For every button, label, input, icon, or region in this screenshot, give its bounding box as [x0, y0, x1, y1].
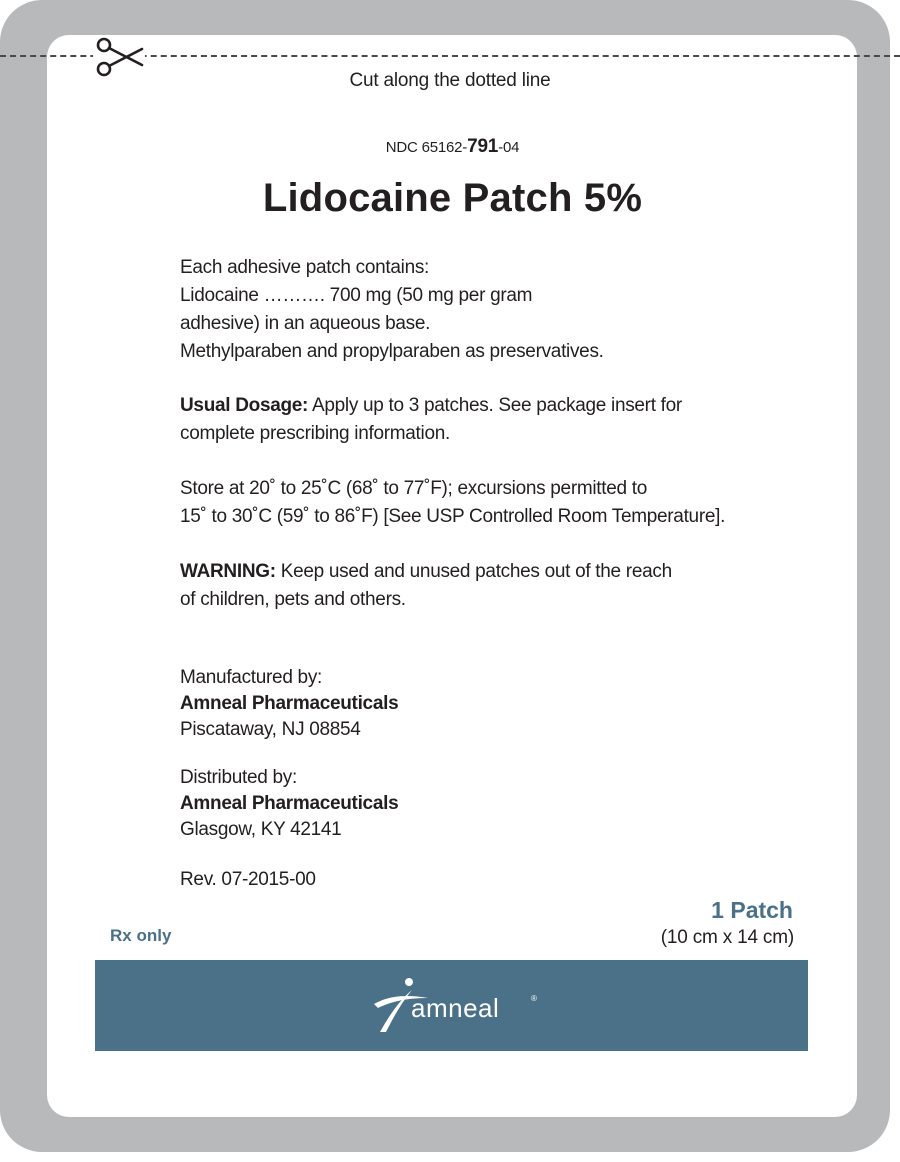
pack-count: 1 Patch — [711, 897, 793, 923]
dosage-label: Usual Dosage: — [180, 395, 309, 416]
distributor-address: Glasgow, KY 42141 — [180, 819, 342, 840]
brand-name: amneal — [411, 993, 500, 1023]
storage-line: Store at 20˚ to 25˚C (68˚ to 77˚F); excursions permitted to — [180, 478, 648, 499]
manufacturer-name: Amneal Pharmaceuticals — [180, 693, 399, 714]
composition-line: Methylparaben and propylparaben as preservatives. — [180, 341, 604, 362]
storage-block — [180, 475, 800, 531]
dosage-text: Apply up to 3 patches. See package insert for — [308, 395, 682, 416]
brand-bar — [95, 960, 808, 1051]
manufacturer-block — [180, 665, 800, 743]
dosage-line — [180, 392, 800, 420]
revision-code: Rev. 07-2015-00 — [180, 869, 316, 890]
dosage-line: complete prescribing information. — [180, 423, 450, 444]
product-title: Lidocaine Patch 5% — [262, 176, 643, 220]
manufacturer-heading: Manufactured by: — [180, 667, 323, 688]
warning-block — [180, 558, 800, 614]
registered-mark: ® — [531, 994, 537, 1003]
cut-instruction: Cut along the dotted line — [349, 70, 551, 91]
composition-line: Each adhesive patch contains: — [180, 257, 430, 278]
distributor-name: Amneal Pharmaceuticals — [180, 793, 399, 814]
dosage-block — [180, 392, 800, 448]
warning-label: WARNING: — [180, 561, 276, 582]
distributor-block — [180, 765, 800, 843]
manufacturer-address: Piscataway, NJ 08854 — [180, 719, 361, 740]
composition-line: adhesive) in an aqueous base. — [180, 313, 431, 334]
storage-line: 15˚ to 30˚C (59˚ to 86˚F) [See USP Controlled Room Temperature]. — [180, 506, 726, 527]
warning-line: of children, pets and others. — [180, 589, 406, 610]
warning-line — [180, 558, 800, 586]
ndc-prefix: NDC 65162- — [385, 139, 468, 156]
ndc-number — [0, 136, 900, 158]
composition-line: Lidocaine ………. 700 mg (50 mg per gram — [180, 285, 533, 306]
composition-block — [180, 254, 800, 366]
pack-size: (10 cm x 14 cm) — [660, 927, 794, 948]
warning-text: Keep used and unused patches out of the reach — [275, 561, 672, 582]
rx-only-label: Rx only — [110, 926, 172, 945]
ndc-suffix: -04 — [498, 139, 520, 156]
distributor-heading: Distributed by: — [180, 767, 297, 788]
ndc-product-code: 791 — [467, 136, 499, 157]
